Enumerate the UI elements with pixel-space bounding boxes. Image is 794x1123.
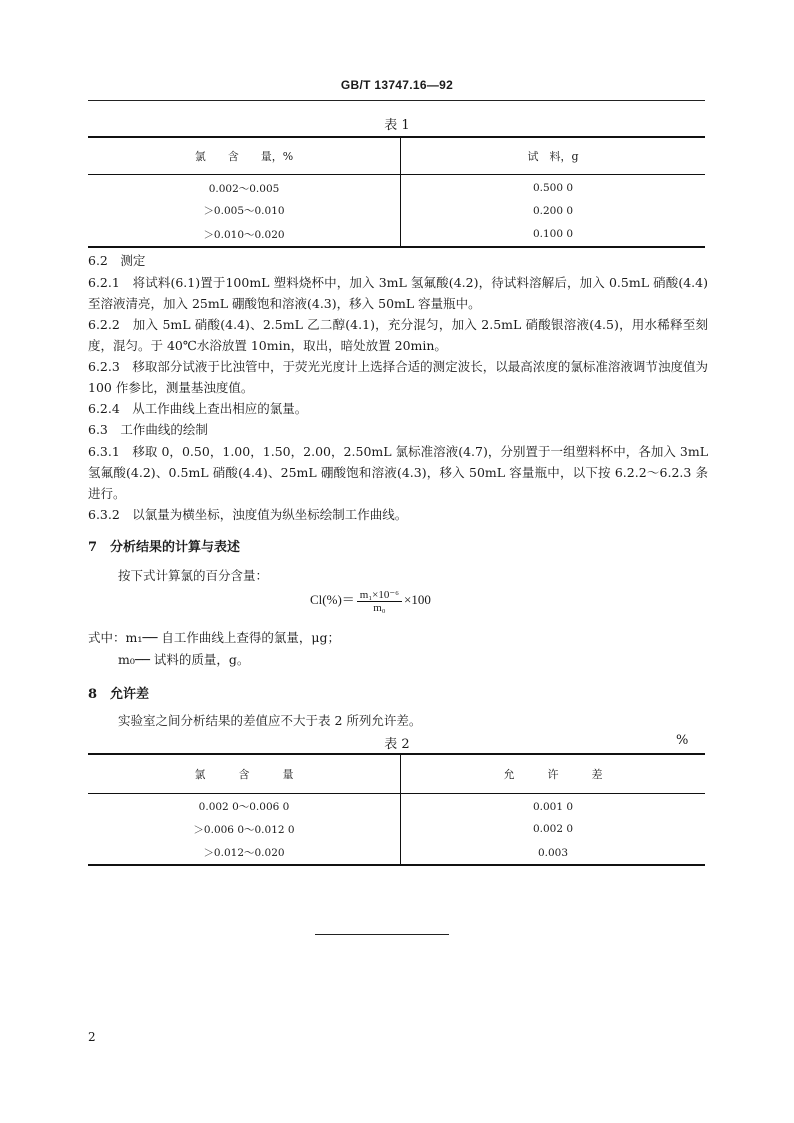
table1-header-row [88, 137, 705, 175]
paragraph-6-3-1: 6.3.1 移取 0，0.50，1.00，1.50，2.00，2.50mL 氯标准溶液(4.7)，分别置于一组塑料杯中，各加入 3mL 氢氟酸(4.2)、0.5mL 硝酸(4.4)、25mL 硼酸饱和溶液(4.3)，移入 50mL 容量瓶中，以下按 6.2.2～6.2.3 条进行。 [88, 444, 708, 501]
table2-cell: ＞0.006 0～0.012 0 [88, 817, 401, 841]
table1-header-chlorine: 氯 含 量，% [88, 137, 401, 175]
section-7-title: 7 分析结果的计算与表述 [88, 540, 241, 555]
table1-cell: 0.200 0 [532, 204, 574, 217]
formula-fraction [357, 588, 402, 614]
table2-header-chlorine: 氯 含 量 [88, 754, 401, 793]
table2 [88, 753, 705, 866]
table1-cell: 0.500 0 [532, 182, 574, 195]
formula-rhs: ×100 [404, 591, 431, 607]
header-rule [88, 100, 705, 101]
table-row [88, 817, 705, 841]
table2-header-tolerance: 允 许 差 [503, 767, 603, 781]
table-row [88, 199, 705, 223]
table-row [88, 223, 705, 247]
formula-numerator: m₁×10⁻⁶ [357, 588, 402, 602]
paragraph-6-3-2: 6.3.2 以氯量为横坐标，浊度值为纵坐标绘制工作曲线。 [88, 507, 408, 522]
table1-cell: 0.002～0.005 [88, 175, 401, 199]
chlorine-formula [310, 588, 510, 628]
table2-cell: 0.002 0～0.006 0 [88, 793, 401, 817]
end-rule [315, 934, 449, 935]
table1-caption: 表 1 [384, 118, 410, 133]
table2-cell: ＞0.012～0.020 [88, 841, 401, 865]
section-6-3-title: 6.3 工作曲线的绘制 [88, 422, 208, 437]
table-row [88, 841, 705, 865]
table2-caption: 表 2 [384, 737, 410, 752]
formula-where-m0: m₀── 试料的质量，g。 [118, 652, 250, 667]
section-7-intro: 按下式计算氯的百分含量： [118, 568, 269, 583]
standard-number: GB/T 13747.16—92 [340, 78, 454, 92]
formula-lhs: Cl(%)＝ [310, 591, 355, 607]
table1-cell: 0.100 0 [532, 228, 574, 240]
table2-cell: 0.003 [537, 846, 569, 859]
paragraph-6-2-4: 6.2.4 从工作曲线上查出相应的氯量。 [88, 401, 308, 416]
formula-where-m1: 式中：m₁── 自工作曲线上查得的氯量，μg； [88, 630, 341, 645]
paragraph-6-2-3: 6.2.3 移取部分试液于比浊管中，于荧光光度计上选择合适的测定波长，以最高浓度的氯标准溶液调节浊度值为 100 作参比，测量基浊度值。 [88, 359, 708, 395]
table2-header-row [88, 754, 705, 793]
table-row [88, 175, 705, 199]
section-8-intro: 实验室之间分析结果的差值应不大于表 2 所列允许差。 [118, 713, 422, 728]
table1 [88, 136, 705, 248]
section-8-title: 8 允许差 [88, 687, 150, 702]
table-row [88, 793, 705, 817]
paragraph-6-2-1: 6.2.1 将试料(6.1)置于100mL 塑料烧杯中，加入 3mL 氢氟酸(4.2)，待试料溶解后，加入 0.5mL 硝酸(4.4)至溶液清亮，加入 25mL 硼酸饱和溶液(4.3)，移入 50mL 容量瓶中。 [88, 275, 708, 311]
table1-cell: ＞0.010～0.020 [88, 223, 401, 247]
paragraph-6-2-2: 6.2.2 加入 5mL 硝酸(4.4)、2.5mL 乙二醇(4.1)，充分混匀，加入 2.5mL 硝酸银溶液(4.5)，用水稀释至刻度，混匀。于 40℃水浴放置 10min，取出，暗处放置 20min。 [88, 317, 708, 353]
table2-cell: 0.001 0 [532, 800, 574, 813]
table2-cell: 0.002 0 [532, 823, 574, 835]
section-6-2-title: 6.2 测定 [88, 253, 146, 268]
page-number: 2 [88, 1030, 96, 1044]
table1-header-sample: 试 料，g [527, 150, 579, 163]
table2-unit: % [676, 733, 689, 748]
formula-denominator: m₀ [373, 602, 386, 614]
table1-cell: ＞0.005～0.010 [88, 199, 401, 223]
